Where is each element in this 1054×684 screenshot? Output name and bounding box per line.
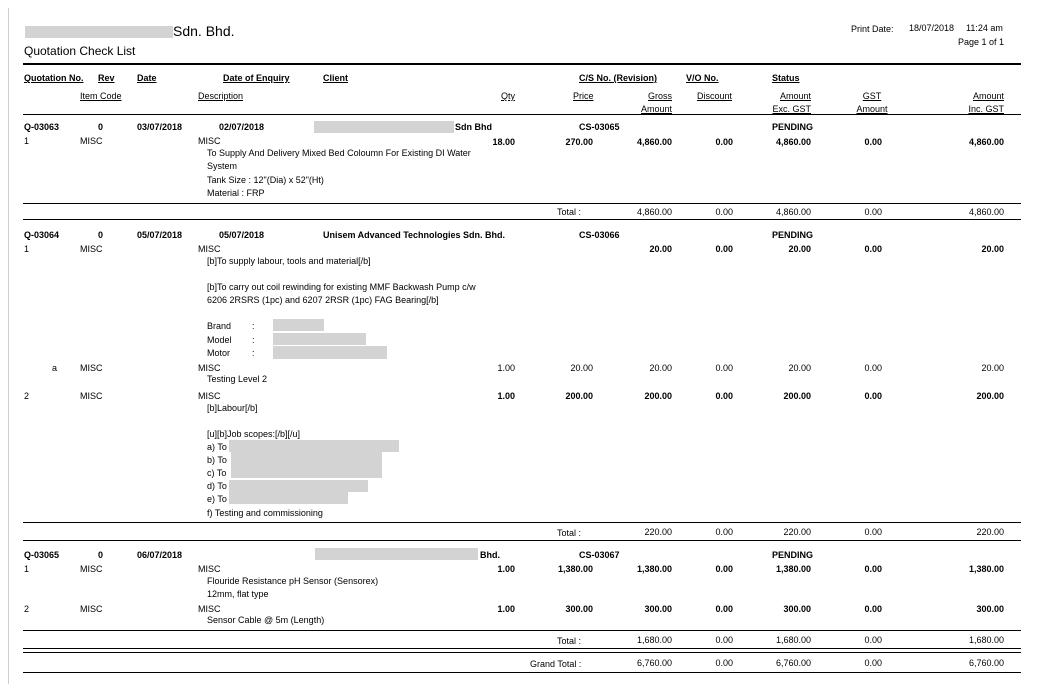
q2-model-label: Model bbox=[207, 335, 232, 345]
q3-item2-gross: 300.00 bbox=[644, 604, 672, 614]
col-gross: Gross bbox=[647, 91, 672, 101]
q3-total-inc: 1,680.00 bbox=[968, 635, 1004, 645]
q2-total-inc: 220.00 bbox=[976, 527, 1004, 537]
q3-item1-code: MISC bbox=[80, 564, 103, 574]
redacted-client-3 bbox=[315, 548, 478, 560]
print-date: 18/07/2018 bbox=[909, 23, 955, 33]
q2-item2-desc: MISC bbox=[198, 391, 221, 401]
q2-item2-d: d) To bbox=[207, 481, 227, 491]
q2-client: Unisem Advanced Technologies Sdn. Bhd. bbox=[323, 230, 506, 240]
grand-total-exc: 6,760.00 bbox=[775, 658, 811, 668]
q2-item2-discount: 0.00 bbox=[715, 391, 733, 401]
q3-item2-price: 300.00 bbox=[565, 604, 593, 614]
q2-item2-a: a) To bbox=[207, 442, 227, 452]
q2-total-gross: 220.00 bbox=[644, 527, 672, 537]
q2-item2-code: MISC bbox=[80, 391, 103, 401]
q3-no: Q-03065 bbox=[24, 550, 60, 560]
redacted-scope-a bbox=[229, 440, 399, 452]
grand-total-rule-top bbox=[23, 648, 1021, 649]
q2-item1-amount-inc: 20.00 bbox=[981, 244, 1004, 254]
col-client: Client bbox=[323, 73, 349, 83]
redacted-company-name bbox=[25, 26, 173, 38]
q2-total-gst: 0.00 bbox=[864, 527, 882, 537]
col-amount-inc: Amount bbox=[972, 91, 1004, 101]
header-rule bbox=[23, 63, 1021, 65]
col-date: Date bbox=[137, 73, 157, 83]
q2-total-exc: 220.00 bbox=[783, 527, 811, 537]
q1-item-line: 1 bbox=[24, 136, 30, 146]
q2-sub-a-price: 20.00 bbox=[570, 363, 593, 373]
q1-total-inc: 4,860.00 bbox=[968, 207, 1004, 217]
q2-item1-discount: 0.00 bbox=[715, 244, 733, 254]
q3-total-gst: 0.00 bbox=[864, 635, 882, 645]
q3-item1-gst: 0.00 bbox=[864, 564, 882, 574]
q2-item2-e: e) To bbox=[207, 494, 227, 504]
q2-status: PENDING bbox=[772, 230, 814, 240]
q3-item2-code: MISC bbox=[80, 604, 103, 614]
q2-sub-a-code: MISC bbox=[80, 363, 103, 373]
page-edge bbox=[8, 8, 9, 684]
q1-item-d2: System bbox=[207, 161, 238, 171]
col-description: Description bbox=[198, 91, 244, 101]
q2-total-rule bbox=[23, 522, 1021, 523]
q1-status: PENDING bbox=[772, 122, 814, 132]
q2-item2-amount-exc: 200.00 bbox=[783, 391, 811, 401]
q2-sub-a-discount: 0.00 bbox=[715, 363, 733, 373]
col-gst-2: Amount bbox=[856, 104, 888, 114]
q3-total-label: Total : bbox=[557, 636, 582, 646]
q2-sub-a-amount-exc: 20.00 bbox=[788, 363, 811, 373]
q2-brand-colon: : bbox=[252, 321, 255, 331]
q2-item1-gross: 20.00 bbox=[649, 244, 672, 254]
q3-item1-amount-inc: 1,380.00 bbox=[968, 564, 1004, 574]
col-quotation-no: Quotation No. bbox=[24, 73, 84, 83]
redacted-motor bbox=[273, 346, 387, 359]
grand-total-label: Grand Total : bbox=[530, 659, 582, 669]
column-header-rule bbox=[23, 114, 1021, 115]
col-item-code: Item Code bbox=[80, 91, 122, 101]
q1-enquiry: 02/07/2018 bbox=[219, 122, 265, 132]
q1-item-desc: MISC bbox=[198, 136, 221, 146]
col-vo-no: V/O No. bbox=[686, 73, 719, 83]
q2-item1-d1: [b]To supply labour, tools and material[/b] bbox=[207, 256, 371, 266]
redacted-model bbox=[273, 333, 366, 345]
q1-item-price: 270.00 bbox=[565, 137, 593, 147]
q2-enquiry: 05/07/2018 bbox=[219, 230, 265, 240]
q3-status: PENDING bbox=[772, 550, 814, 560]
q1-item-amount-inc: 4,860.00 bbox=[968, 137, 1004, 147]
grand-total-gst: 0.00 bbox=[864, 658, 882, 668]
q3-total-discount: 0.00 bbox=[715, 635, 733, 645]
company-suffix: Sdn. Bhd. bbox=[173, 23, 235, 39]
q2-item1-desc: MISC bbox=[198, 244, 221, 254]
q2-item1-d3: 6206 2RSRS (1pc) and 6207 2RSR (1pc) FAG Bearing[/b] bbox=[207, 295, 439, 305]
col-status: Status bbox=[772, 73, 800, 83]
q2-brand-label: Brand bbox=[207, 321, 232, 331]
q2-item2-b: b) To bbox=[207, 455, 227, 465]
q2-item2-d1: [b]Labour[/b] bbox=[207, 403, 258, 413]
q2-motor-colon: : bbox=[252, 348, 255, 358]
q2-rev: 0 bbox=[98, 230, 104, 240]
q2-item2-gst: 0.00 bbox=[864, 391, 882, 401]
q2-sub-a-desc: MISC bbox=[198, 363, 221, 373]
col-amount-exc-2: Exc. GST bbox=[772, 104, 811, 114]
q2-cs: CS-03066 bbox=[579, 230, 620, 240]
q3-total-exc: 1,680.00 bbox=[775, 635, 811, 645]
q1-item-qty: 18.00 bbox=[492, 137, 515, 147]
print-date-label: Print Date: bbox=[851, 24, 894, 34]
q3-item2-gst: 0.00 bbox=[864, 604, 882, 614]
q1-item-d4: Material : FRP bbox=[207, 188, 265, 198]
q2-date: 05/07/2018 bbox=[137, 230, 183, 240]
q2-sub-a-qty: 1.00 bbox=[497, 363, 515, 373]
q1-date: 03/07/2018 bbox=[137, 122, 183, 132]
grand-total-rule-bottom bbox=[23, 672, 1021, 673]
redacted-scope-b-c bbox=[231, 452, 382, 478]
q2-sub-a-d1: Testing Level 2 bbox=[207, 374, 268, 384]
col-date-of-enquiry: Date of Enquiry bbox=[223, 73, 290, 83]
q2-item2-scope: [u][b]Job scopes:[/b][/u] bbox=[207, 429, 301, 439]
q1-total-label: Total : bbox=[557, 207, 582, 217]
q2-total-discount: 0.00 bbox=[715, 527, 733, 537]
q3-item1-d1: Flouride Resistance pH Sensor (Sensorex) bbox=[207, 576, 379, 586]
col-amount-inc-2: Inc. GST bbox=[968, 104, 1004, 114]
q2-item2-f: f) Testing and commissioning bbox=[207, 508, 323, 518]
q3-item1-gross: 1,380.00 bbox=[636, 564, 672, 574]
q2-item1-amount-exc: 20.00 bbox=[788, 244, 811, 254]
q2-sub-a-amount-inc: 20.00 bbox=[981, 363, 1004, 373]
q3-item2-d1: Sensor Cable @ 5m (Length) bbox=[207, 615, 325, 625]
q3-item2-discount: 0.00 bbox=[715, 604, 733, 614]
q2-item2-amount-inc: 200.00 bbox=[976, 391, 1004, 401]
q3-cs: CS-03067 bbox=[579, 550, 620, 560]
q3-client-tail: Bhd. bbox=[480, 550, 500, 560]
q1-item-gross: 4,860.00 bbox=[636, 137, 672, 147]
q3-rev: 0 bbox=[98, 550, 104, 560]
q1-client-tail: Sdn Bhd bbox=[455, 122, 492, 132]
q2-end-rule bbox=[23, 540, 1021, 541]
q1-rev: 0 bbox=[98, 122, 104, 132]
q2-motor-label: Motor bbox=[207, 348, 231, 358]
q2-item1-gst: 0.00 bbox=[864, 244, 882, 254]
col-gross-2: Amount bbox=[640, 104, 672, 114]
q2-sub-a-gst: 0.00 bbox=[864, 363, 882, 373]
q1-item-code: MISC bbox=[80, 136, 103, 146]
q1-total-exc: 4,860.00 bbox=[775, 207, 811, 217]
col-price: Price bbox=[573, 91, 594, 101]
q2-item2-gross: 200.00 bbox=[644, 391, 672, 401]
grand-total-gross: 6,760.00 bbox=[636, 658, 672, 668]
redacted-brand bbox=[273, 319, 324, 331]
q2-item2-c: c) To bbox=[207, 468, 227, 478]
q3-item1-qty: 1.00 bbox=[497, 564, 515, 574]
grand-total-rule-top-2 bbox=[23, 652, 1021, 653]
q1-total-discount: 0.00 bbox=[715, 207, 733, 217]
q2-item2-qty: 1.00 bbox=[497, 391, 515, 401]
col-rev: Rev bbox=[98, 73, 115, 83]
q2-sub-a-line: a bbox=[52, 363, 58, 373]
q2-model-colon: : bbox=[252, 335, 255, 345]
q1-end-rule bbox=[23, 219, 1021, 220]
page-info: Page 1 of 1 bbox=[958, 37, 1005, 47]
q2-no: Q-03064 bbox=[24, 230, 60, 240]
col-discount: Discount bbox=[697, 91, 733, 101]
redacted-client-1 bbox=[314, 121, 454, 133]
q3-item2-line: 2 bbox=[24, 604, 30, 614]
q3-item1-d2: 12mm, flat type bbox=[207, 589, 269, 599]
q1-total-gross: 4,860.00 bbox=[636, 207, 672, 217]
q3-total-gross: 1,680.00 bbox=[636, 635, 672, 645]
q3-item1-discount: 0.00 bbox=[715, 564, 733, 574]
q3-item2-desc: MISC bbox=[198, 604, 221, 614]
col-gst: GST bbox=[862, 91, 882, 101]
q3-item1-line: 1 bbox=[24, 564, 30, 574]
q3-item1-desc: MISC bbox=[198, 564, 221, 574]
print-time: 11:24 am bbox=[966, 23, 1003, 33]
q3-item2-qty: 1.00 bbox=[497, 604, 515, 614]
q3-item1-amount-exc: 1,380.00 bbox=[775, 564, 811, 574]
q2-total-label: Total : bbox=[557, 528, 582, 538]
q2-item1-line: 1 bbox=[24, 244, 30, 254]
q1-total-gst: 0.00 bbox=[864, 207, 882, 217]
q1-cs: CS-03065 bbox=[579, 122, 620, 132]
q2-item2-line: 2 bbox=[24, 391, 30, 401]
q3-total-rule bbox=[23, 630, 1021, 631]
redacted-scope-e bbox=[229, 492, 348, 504]
report-title: Quotation Check List bbox=[24, 44, 136, 58]
q2-item1-code: MISC bbox=[80, 244, 103, 254]
q1-item-amount-exc: 4,860.00 bbox=[775, 137, 811, 147]
col-cs-no: C/S No. (Revision) bbox=[579, 73, 658, 83]
q2-item1-d2: [b]To carry out coil rewinding for existing MMF Backwash Pump c/w bbox=[207, 282, 476, 292]
redacted-scope-d bbox=[229, 480, 368, 492]
col-amount-exc: Amount bbox=[779, 91, 811, 101]
grand-total-inc: 6,760.00 bbox=[968, 658, 1004, 668]
q3-date: 06/07/2018 bbox=[137, 550, 183, 560]
q3-item2-amount-exc: 300.00 bbox=[783, 604, 811, 614]
q2-sub-a-gross: 20.00 bbox=[649, 363, 672, 373]
q1-item-gst: 0.00 bbox=[864, 137, 882, 147]
q3-item2-amount-inc: 300.00 bbox=[976, 604, 1004, 614]
grand-total-discount: 0.00 bbox=[715, 658, 733, 668]
q1-no: Q-03063 bbox=[24, 122, 60, 132]
col-qty: Qty bbox=[501, 91, 516, 101]
q1-item-d3: Tank Size : 12"(Dia) x 52"(Ht) bbox=[207, 175, 324, 185]
q3-item1-price: 1,380.00 bbox=[557, 564, 593, 574]
q1-item-d1: To Supply And Delivery Mixed Bed Coloumn For Existing DI Water bbox=[207, 148, 471, 158]
q1-total-rule bbox=[23, 203, 1021, 204]
q1-item-discount: 0.00 bbox=[715, 137, 733, 147]
q2-item2-price: 200.00 bbox=[565, 391, 593, 401]
